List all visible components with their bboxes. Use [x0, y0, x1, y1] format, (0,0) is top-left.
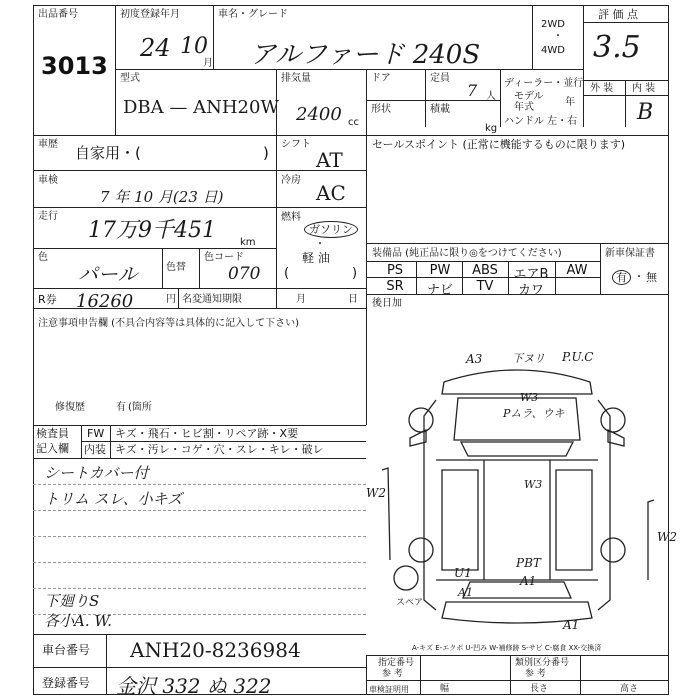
kg-unit: kg	[485, 123, 498, 134]
mark-w3-top: W3	[520, 391, 539, 404]
height-label: 高さ	[620, 684, 639, 694]
equip-sr: SR	[386, 279, 404, 294]
mark-w2-left: W2	[366, 486, 386, 500]
history-value: 自家用・(	[75, 144, 141, 162]
recycle-value: 16260	[76, 291, 134, 312]
mark-under: 下ヌリ	[512, 352, 545, 365]
category-label: 類別区分番号	[515, 658, 570, 668]
first-reg-month-unit: 月	[203, 58, 213, 69]
inspector-note-3: 下廻りS	[44, 592, 100, 610]
model-year-label: モデル	[514, 91, 544, 102]
repair-place: (箇所	[128, 402, 152, 413]
category-ref: 参 考	[525, 669, 546, 679]
first-reg-year: 24	[140, 34, 171, 62]
equip-airbag: エアB	[513, 267, 549, 282]
chassis-value: ANH20-8236984	[130, 638, 301, 662]
displacement-label: 排気量	[281, 73, 311, 84]
score-value: 3.5	[593, 30, 641, 65]
model-year-sub: 年式	[514, 102, 534, 113]
person-unit: 人	[486, 91, 496, 102]
fuel-diesel: 軽 油	[302, 251, 330, 265]
fuel-paren-open: (	[284, 266, 290, 281]
fuel-label: 燃料	[281, 212, 301, 223]
mark-w2-right: W2	[657, 530, 677, 544]
name-grade-label: 車名・グレード	[218, 9, 288, 20]
equip-navi: ナビ	[426, 283, 453, 298]
lot-label: 出品番号	[38, 9, 78, 20]
name-change-day: 日	[348, 294, 358, 305]
repair-label: 修復歴	[55, 402, 85, 413]
recycle-yen: 円	[166, 294, 176, 305]
inspector-note-4: 各小A. W.	[44, 612, 112, 630]
mark-w3-roof: W3	[524, 478, 543, 491]
equipment-label: 装備品 (純正品に限り◎をつけてください)	[372, 248, 562, 259]
load-label: 積載	[430, 104, 450, 115]
mark-a1-left: A1	[458, 586, 473, 599]
shift-value: AT	[316, 148, 343, 172]
cc-unit: cc	[348, 117, 359, 128]
year-unit: 年	[565, 97, 575, 108]
capacity-value: 7	[467, 81, 478, 100]
fw-items: キズ・飛石・ヒビ割・リペア跡・X要	[115, 427, 299, 440]
model-label: 型式	[120, 73, 140, 84]
dealer-label: ディーラー・並行	[504, 78, 584, 89]
mark-pbt: PBT	[516, 556, 541, 570]
color-replace-label: 色替	[166, 262, 186, 273]
fuel-dot: ・	[315, 239, 325, 250]
inspector-title-a: 検査員	[36, 427, 69, 440]
designated-label: 指定番号	[378, 658, 415, 668]
inspector-title-b: 記入欄	[36, 442, 69, 455]
interior-score: B	[637, 100, 654, 125]
chassis-label: 車台番号	[42, 643, 91, 657]
drive-2wd: 2WD	[541, 19, 565, 30]
shift-label: シフト	[281, 139, 311, 150]
mark-paint: Pムラ、ウキ	[503, 407, 565, 420]
sales-point-label: セールスポイント (正常に機能するものに限ります)	[372, 138, 626, 151]
interior-cond-label: 内装	[84, 443, 106, 456]
color-code-label: 色コード	[204, 252, 244, 263]
name-change-label: 名変通知期限	[182, 294, 242, 305]
equip-pw: PW	[429, 263, 451, 278]
fw-label: FW	[87, 427, 105, 440]
length-label: 長さ	[530, 684, 549, 694]
repair-value: 有	[116, 402, 126, 413]
cooling-value: AC	[316, 181, 346, 205]
color-label: 色	[38, 252, 48, 263]
mark-a1-corner: A1	[563, 618, 580, 632]
inspection-label: 車検	[38, 175, 58, 186]
width-label: 幅	[440, 684, 450, 694]
warranty-sep: ・	[634, 272, 644, 283]
cert-label: 車検証明用	[369, 685, 409, 694]
mark-u1: U1	[454, 566, 472, 580]
recycle-label: R券	[38, 293, 57, 306]
warranty-yes: 有	[612, 270, 631, 285]
door-label: ドア	[371, 73, 391, 84]
mileage-label: 走行	[38, 211, 58, 222]
capacity-label: 定員	[430, 73, 450, 84]
first-reg-label: 初度登録年月	[120, 9, 180, 20]
mileage-unit: km	[240, 237, 256, 248]
rear-seat-label: 後日加	[372, 298, 402, 309]
equip-abs: ABS	[472, 263, 498, 278]
warranty-no: 無	[646, 271, 657, 284]
fuel-paren-close: )	[352, 266, 358, 281]
shape-label: 形状	[371, 104, 391, 115]
equip-ps: PS	[386, 263, 404, 278]
name-change-month: 月	[296, 294, 306, 305]
reg-label: 登録番号	[42, 676, 91, 690]
inspector-note-2: トリム スレ、小キズ	[44, 490, 183, 508]
equip-aw: AW	[566, 263, 588, 278]
damage-legend: A-キズ E-エクボ U-凹み W-補修跡 S-サビ C-腐食 XX-交換済	[412, 644, 602, 652]
displacement-value: 2400	[296, 104, 342, 125]
mileage-value: 17万9千451	[88, 218, 216, 243]
spare-label: スペア	[396, 598, 424, 608]
equip-leather: カワ	[517, 283, 544, 298]
exterior-label: 外 装	[590, 83, 614, 94]
designated-ref: 参 考	[382, 669, 403, 679]
equip-tv: TV	[476, 279, 494, 294]
color-value: パール	[78, 262, 138, 286]
history-label: 車歴	[38, 139, 58, 150]
drive-dot: ・	[553, 31, 563, 42]
color-code-value: 070	[228, 264, 261, 284]
inspector-note-1: シートカバー付	[44, 464, 149, 482]
handle-label: ハンドル 左・右	[504, 116, 578, 127]
score-label: 評 価 点	[598, 8, 638, 21]
warranty-label: 新車保証書	[605, 248, 655, 259]
car-name: アルファード 240S	[250, 40, 481, 70]
inspection-value: 7 年 10 月(23 日)	[100, 188, 224, 206]
lot-number: 3013	[41, 52, 108, 80]
drive-4wd: 4WD	[541, 45, 565, 56]
mark-a3: A3	[466, 352, 483, 366]
notes-label: 注意事項申告欄 (不具合内容等は具体的に記入して下さい)	[38, 318, 299, 329]
first-reg-month: 10	[180, 34, 208, 59]
history-close: )	[263, 144, 269, 162]
reg-value: 金沢 332 ぬ 322	[116, 674, 272, 698]
fuel-gasoline: ガソリン	[304, 221, 358, 238]
model-value: DBA — ANH20W	[123, 97, 279, 118]
interior-cond-items: キズ・汚レ・コゲ・穴・スレ・キレ・破レ	[115, 443, 324, 456]
mark-a1-rear: A1	[520, 574, 537, 588]
mark-puc: P.U.C	[562, 350, 594, 364]
cooling-label: 冷房	[281, 175, 301, 186]
interior-label: 内 装	[632, 83, 656, 94]
vehicle-damage-diagram	[366, 330, 669, 630]
